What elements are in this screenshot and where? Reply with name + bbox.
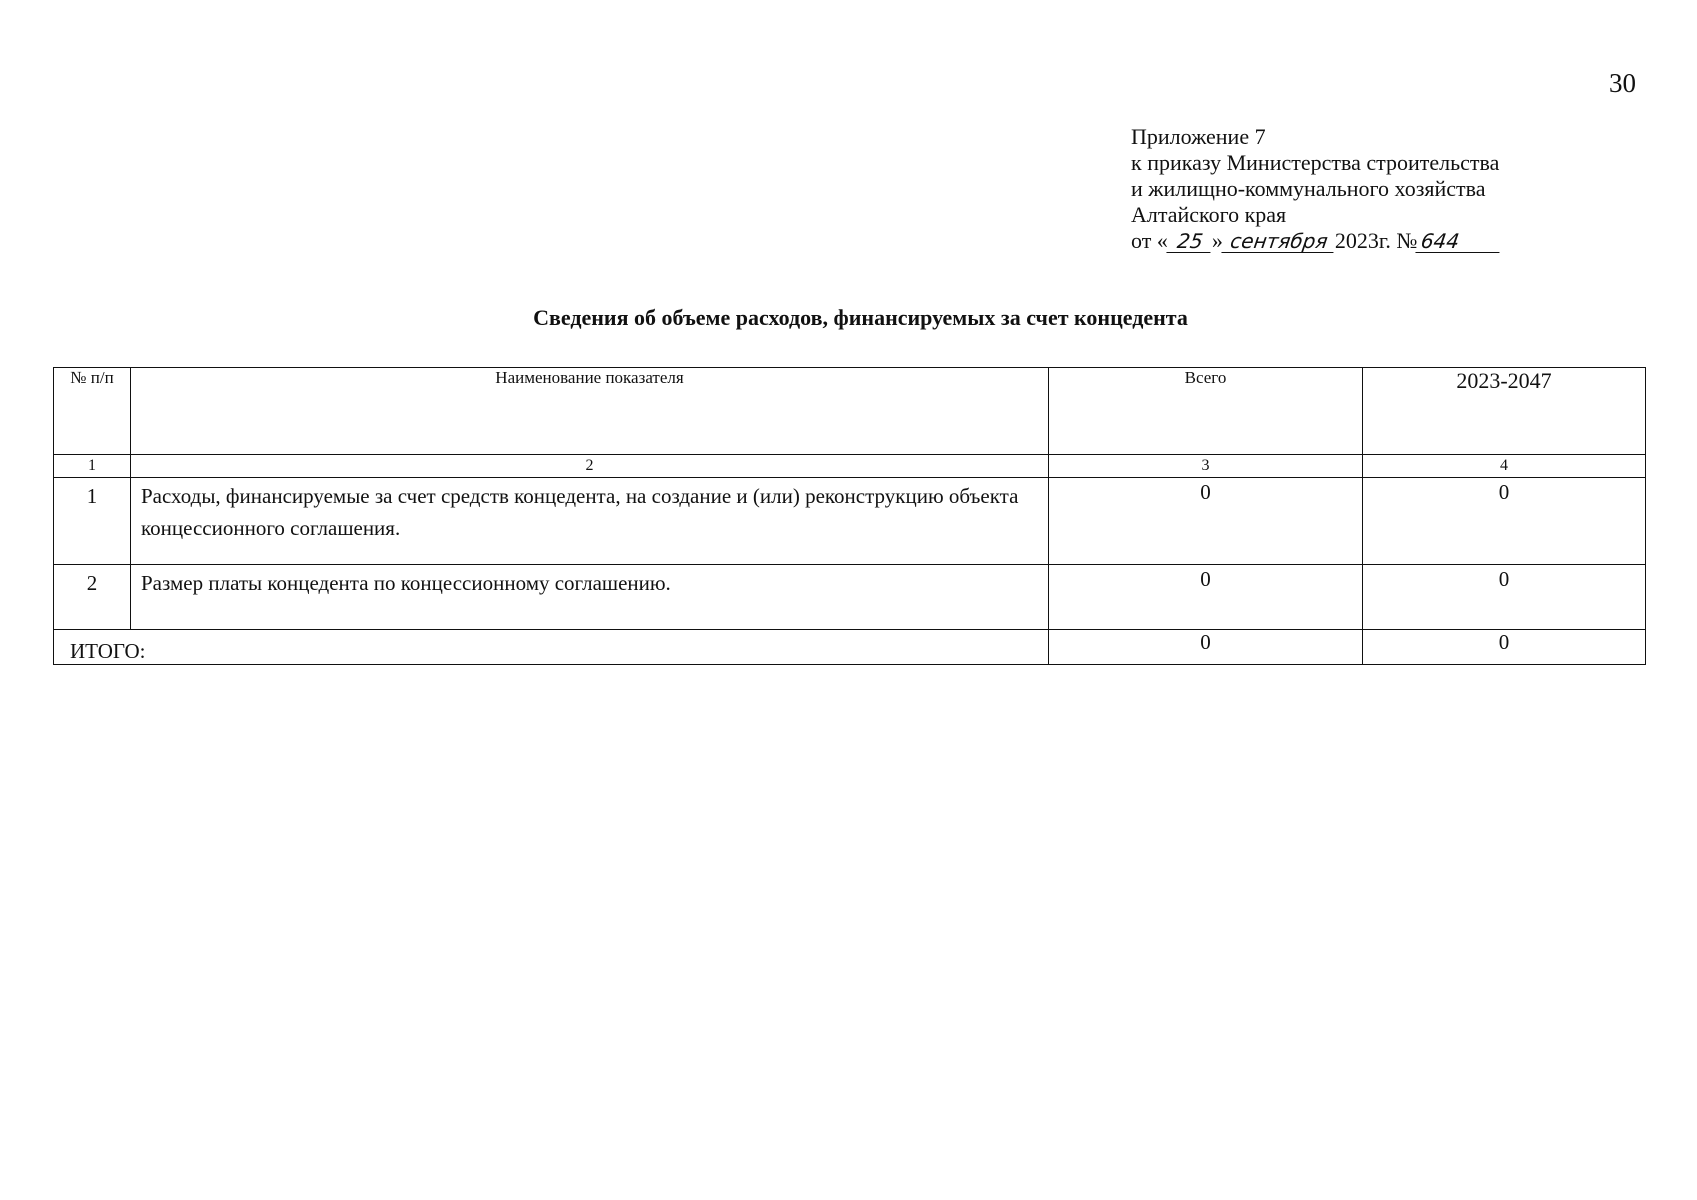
date-day: 25 (1166, 230, 1213, 253)
total-sum-value: 0 (1049, 630, 1363, 665)
total-period-value: 0 (1363, 630, 1646, 665)
column-number: 1 (54, 455, 131, 478)
row-total-value: 0 (1049, 478, 1363, 565)
table-row (54, 478, 1646, 565)
appendix-line-1: Приложение 7 (1131, 124, 1266, 149)
page-number: 30 (1609, 68, 1636, 98)
total-label: ИТОГО: (54, 630, 1049, 665)
date-mid: » (1211, 228, 1223, 253)
order-number: 644 (1416, 230, 1503, 253)
expenses-table (53, 367, 1646, 665)
table-row (54, 565, 1646, 630)
appendix-line-2: к приказу Министерства строительства (1131, 150, 1500, 175)
row-period-value: 0 (1363, 478, 1646, 565)
header-cell-period: 2023-2047 (1363, 368, 1646, 455)
row-total-value: 0 (1049, 565, 1363, 630)
date-year: 2023г. № (1334, 228, 1418, 253)
date-prefix: от « (1131, 228, 1168, 253)
column-number-row (54, 455, 1646, 478)
date-month: сентября (1221, 230, 1336, 253)
total-row (54, 630, 1646, 665)
column-number: 2 (131, 455, 1049, 478)
header-cell-total: Всего (1049, 368, 1363, 455)
header-cell-no: № п/п (54, 368, 131, 455)
appendix-line-4: Алтайского края (1131, 202, 1287, 227)
row-number: 1 (54, 478, 131, 565)
appendix-date-line (1131, 228, 1501, 254)
row-period-value: 0 (1363, 565, 1646, 630)
column-number: 3 (1049, 455, 1363, 478)
row-name: Расходы, финансируемые за счет средств концедента, на создание и (или) реконструкцию объекта концессионного соглашения. (131, 478, 1049, 565)
row-name: Размер платы концедента по концессионному соглашению. (131, 565, 1049, 630)
appendix-block (1131, 124, 1501, 254)
column-number: 4 (1363, 455, 1646, 478)
row-number: 2 (54, 565, 131, 630)
appendix-line-3: и жилищно-коммунального хозяйства (1131, 176, 1486, 201)
document-title: Сведения об объеме расходов, финансируемых за счет концедента (533, 305, 1188, 330)
table-header-row (54, 368, 1646, 455)
header-cell-name: Наименование показателя (131, 368, 1049, 455)
